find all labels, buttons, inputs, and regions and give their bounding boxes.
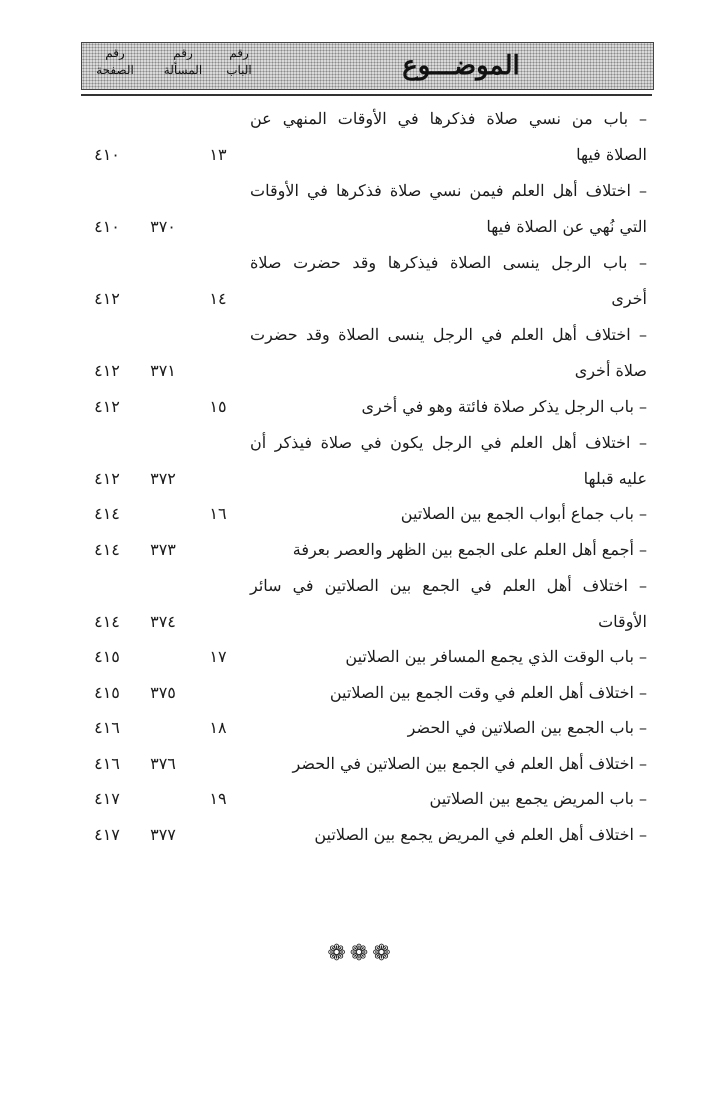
- page-number: ٤١٤: [94, 540, 120, 559]
- chapter-number: ١٥: [209, 397, 227, 416]
- table-row: [0, 105, 716, 133]
- table-row: [0, 429, 716, 457]
- table-row: [0, 177, 716, 205]
- chapter-number: ١٧: [209, 647, 227, 666]
- entry-title: – باب الرجل ينسى الصلاة فيذكرها وقد حضرت صلاة: [250, 253, 647, 272]
- page-number: ٤١٠: [94, 145, 120, 164]
- table-row: [0, 500, 716, 528]
- page-number: ٤١٥: [94, 683, 120, 702]
- entry-title: – باب الوقت الذي يجمع المسافر بين الصلاتين: [345, 647, 647, 666]
- table-row: [0, 393, 716, 421]
- entry-title: – باب الجمع بين الصلاتين في الحضر: [407, 718, 647, 737]
- page-number: ٤١٦: [94, 718, 120, 737]
- chapter-number: ١٩: [209, 789, 227, 808]
- page-number: ٤١٥: [94, 647, 120, 666]
- chapter-number: ١٤: [209, 289, 227, 308]
- table-row: [0, 213, 716, 241]
- table-row: [0, 785, 716, 813]
- header-title: الموضـــوع: [402, 51, 520, 81]
- table-row: [0, 321, 716, 349]
- table-row: [0, 572, 716, 600]
- page-number: ٤١٤: [94, 612, 120, 631]
- entry-title: التي نُهي عن الصلاة فيها: [486, 217, 647, 236]
- entry-title: – باب الرجل يذكر صلاة فائتة وهو في أخرى: [361, 397, 647, 416]
- table-row: [0, 714, 716, 742]
- issue-number: ٣٧٢: [150, 469, 176, 488]
- entry-title: أخرى: [611, 289, 647, 308]
- entry-title: – اختلاف أهل العلم في المريض يجمع بين الصلاتين: [314, 825, 647, 844]
- header-col-issue: رقم المسألة: [163, 46, 203, 77]
- table-row: [0, 750, 716, 778]
- page-number: ٤١٧: [94, 825, 120, 844]
- issue-number: ٣٧٥: [150, 683, 176, 702]
- chapter-number: ١٨: [209, 718, 227, 737]
- entry-title: – اختلاف أهل العلم في وقت الجمع بين الصلاتين: [329, 683, 647, 702]
- issue-number: ٣٧٦: [150, 754, 176, 773]
- table-row: [0, 465, 716, 493]
- issue-number: ٣٧٣: [150, 540, 176, 559]
- table-row: [0, 285, 716, 313]
- issue-number: ٣٧٠: [150, 217, 176, 236]
- entry-title: عليه قبلها: [583, 469, 647, 488]
- header-col-chapter: رقم الباب: [226, 46, 252, 77]
- issue-number: ٣٧١: [150, 361, 176, 380]
- table-row: [0, 821, 716, 849]
- entry-title: – اختلاف أهل العلم في الجمع بين الصلاتين في سائر: [250, 576, 647, 595]
- entry-title: صلاة أخرى: [574, 361, 647, 380]
- table-row: [0, 679, 716, 707]
- page-number: ٤١٢: [94, 361, 120, 380]
- table-row: [0, 357, 716, 385]
- page-number: ٤١٢: [94, 469, 120, 488]
- page-number: ٤١٢: [94, 397, 120, 416]
- entry-title: – باب المريض يجمع بين الصلاتين: [429, 789, 647, 808]
- chapter-number: ١٣: [209, 145, 227, 164]
- entry-title: – اختلاف أهل العلم فيمن نسي صلاة فذكرها في الأوقات: [250, 181, 647, 200]
- ornament-icon: ❁❁❁: [327, 941, 395, 966]
- chapter-number: ١٦: [209, 504, 227, 523]
- header-col-page: رقم الصفحة: [96, 46, 134, 77]
- issue-number: ٣٧٤: [150, 612, 176, 631]
- page-number: ٤١٢: [94, 289, 120, 308]
- entry-title: – أجمع أهل العلم على الجمع بين الظهر والعصر بعرفة: [292, 540, 647, 559]
- table-row: [0, 249, 716, 277]
- entry-title: الصلاة فيها: [576, 145, 647, 164]
- entry-title: – اختلاف أهل العلم في الرجل يكون في صلاة فيذكر أن: [250, 433, 647, 452]
- entry-title: – باب من نسي صلاة فذكرها في الأوقات المنهي عن: [250, 109, 647, 128]
- table-row: [0, 608, 716, 636]
- issue-number: ٣٧٧: [150, 825, 176, 844]
- page-number: ٤١٤: [94, 504, 120, 523]
- page-number: ٤١٠: [94, 217, 120, 236]
- entry-title: – اختلاف أهل العلم في الجمع بين الصلاتين في الحضر: [292, 754, 647, 773]
- entry-title: – اختلاف أهل العلم في الرجل ينسى الصلاة وقد حضرت: [250, 325, 647, 344]
- table-row: [0, 643, 716, 671]
- page-number: ٤١٦: [94, 754, 120, 773]
- page-number: ٤١٧: [94, 789, 120, 808]
- table-row: [0, 141, 716, 169]
- entry-title: الأوقات: [598, 612, 647, 631]
- table-row: [0, 536, 716, 564]
- entry-title: – باب جماع أبواب الجمع بين الصلاتين: [400, 504, 647, 523]
